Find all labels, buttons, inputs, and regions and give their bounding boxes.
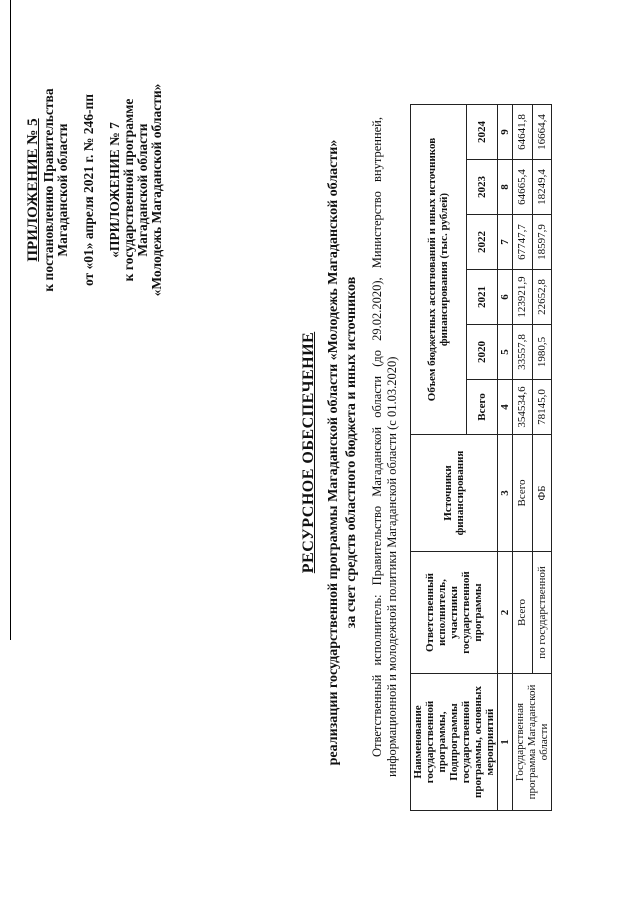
cell-value: 16664,4 [532,105,552,160]
col-number: 5 [498,325,513,380]
header-line: к постановлению Правительства [41,88,56,292]
row-source: Всего [513,435,533,552]
cell-value: 64665,4 [513,160,533,215]
col-number: 7 [498,215,513,270]
col-number: 6 [498,270,513,325]
appendix-number: ПРИЛОЖЕНИЕ № 5 [25,118,41,262]
header-date: от «01» апреля 2021 г. № 246-пп [81,93,96,287]
row-source: ФБ [532,435,552,552]
col-number: 4 [498,380,513,435]
cell-value: 22652,8 [532,270,552,325]
year-header: 2024 [466,105,497,160]
title-sub2: за счет средств областного бюджета и иных источников [344,276,359,629]
cell-value: 64641,8 [513,105,533,160]
title-main: РЕСУРСНОЕ ОБЕСПЕЧЕНИЕ [300,331,317,574]
cell-value: 354534,6 [513,380,533,435]
col-number: 9 [498,105,513,160]
header-line: Магаданской области [55,123,70,257]
col-header-source: Источники финансирования [411,435,498,552]
cell-value: 67747,7 [513,215,533,270]
cell-value: 123921,9 [513,270,533,325]
resource-table [410,104,552,811]
document-title [300,0,360,905]
responsible-note: Ответственный исполнитель: Правительство Магаданской области (до 29.02.2020), Министерство внутренней, информационной и молодежной политики Магаданской области (с 01.03.2020) [370,117,399,777]
year-header: 2023 [466,160,497,215]
cell-value: 18597,9 [532,215,552,270]
year-header: 2021 [466,270,497,325]
appendix7-title: «ПРИЛОЖЕНИЕ № 7 [107,122,122,258]
year-header: 2022 [466,215,497,270]
appendix-header [26,20,164,360]
header-line: Магаданской области [135,123,150,257]
row-executor: по государственной [532,552,552,674]
col-header-volume: Объем бюджетных ассигнований и иных источников финансирования (тыс. рублей) [411,105,467,435]
col-header-name: Наименование государственной программы, Подпрограммы государственной программы, основных мероприятий [411,674,498,811]
year-header: 2020 [466,325,497,380]
title-sub1: реализации государственной программы Магаданской области «Молодежь Магаданской области» [326,139,341,766]
cell-value: 18249,4 [532,160,552,215]
col-number: 8 [498,160,513,215]
row-name: Государственная программа Магаданской области [513,674,552,811]
table-row [513,105,533,811]
col-header-executor: Ответственный исполнитель, участники государственной программы [411,552,498,674]
header-line: «Молодежь Магаданской области» [149,83,164,297]
row-executor: Всего [513,552,533,674]
cell-value: 78145,0 [532,380,552,435]
col-number: 2 [498,552,513,674]
year-header: Всего [466,380,497,435]
col-number: 1 [498,674,513,811]
cell-value: 33557,8 [513,325,533,380]
header-line: к государственной программе [121,98,136,282]
col-number: 3 [498,435,513,552]
cell-value: 1980,5 [532,325,552,380]
